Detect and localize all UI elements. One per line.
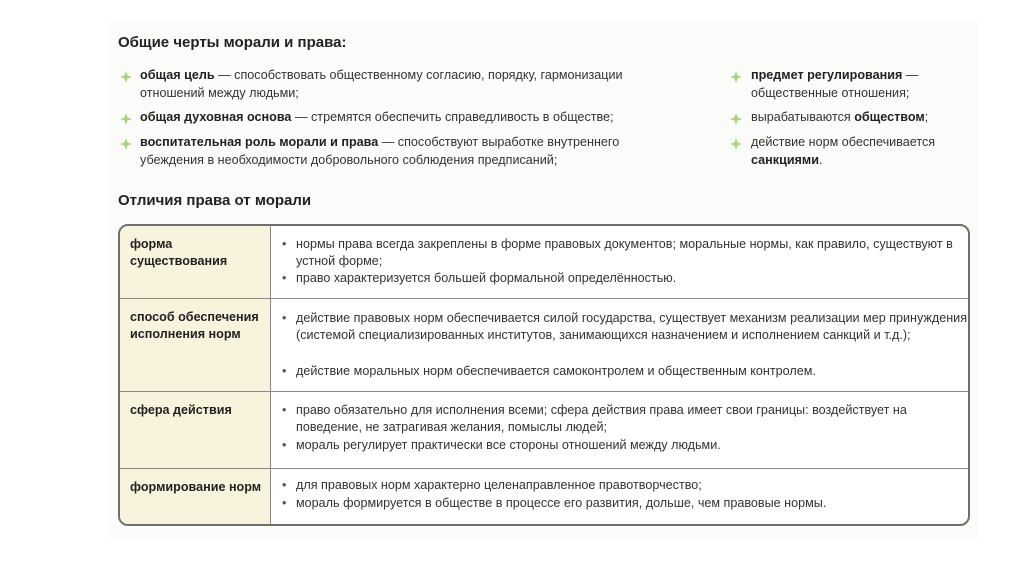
row-content-cell: [270, 469, 968, 524]
common-item-sanctions: действие норм обеспечивается санкциями.: [751, 135, 936, 167]
common-item-educational-role: воспитательная роль морали и права — способствуют выработке внутреннего убеждения в необходимости добровольного соблюдения предписаний;: [140, 135, 620, 167]
row-label-cell: [120, 469, 271, 524]
common-item-goal: общая цель — способствовать общественному согласию, порядку, гармонизации отношений между людьми;: [140, 68, 623, 100]
leaf-bullet-icon: [120, 71, 132, 83]
list-item: • право характеризуется большей формальной определённостью.: [282, 270, 970, 287]
list-item: • действие моральных норм обеспечивается самоконтролем и общественным контролем.: [282, 363, 970, 380]
row-label-cell: [120, 226, 271, 298]
leaf-bullet-icon: [120, 113, 132, 125]
common-item-subject: предмет регулирования — общественные отношения;: [751, 68, 919, 100]
row-content-cell: [270, 392, 968, 468]
row-label: формирование норм: [130, 480, 262, 494]
row-label-cell: [120, 392, 271, 468]
table-row: [120, 392, 968, 468]
leaf-bullet-icon: [730, 138, 742, 150]
row-label: сфера действия: [130, 403, 232, 417]
table-row: [120, 226, 968, 298]
row-label-cell: [120, 299, 271, 391]
leaf-bullet-icon: [730, 113, 742, 125]
common-item-spiritual-basis: общая духовная основа — стремятся обеспечить справедливость в обществе;: [140, 110, 614, 124]
row-label: способ обеспечения исполнения норм: [130, 310, 259, 341]
row-content-cell: [270, 299, 968, 391]
common-features-title: Общие черты морали и права:: [118, 34, 347, 51]
leaf-bullet-icon: [730, 71, 742, 83]
list-item: • право обязательно для исполнения всеми; сфера действия права имеет свои границы: воздействует на поведение, не затрагивая желания, помыслы людей;: [282, 402, 970, 436]
list-item: • для правовых норм характерно целенаправленное правотворчество;: [282, 477, 970, 494]
row-label: форма существования: [130, 237, 228, 268]
differences-title: Отличия права от морали: [118, 192, 312, 209]
list-item: • нормы права всегда закреплены в форме правовых документов; моральные нормы, как правило, существуют в устной форме;: [282, 236, 970, 270]
list-item: • мораль формируется в обществе в процессе его развития, дольше, чем правовые нормы.: [282, 495, 970, 512]
leaf-bullet-icon: [120, 138, 132, 150]
table-row: [120, 299, 968, 391]
row-content-cell: [270, 226, 968, 298]
list-item: • мораль регулирует практически все стороны отношений между людьми.: [282, 437, 970, 454]
table-row: [120, 469, 968, 524]
list-item: • действие правовых норм обеспечивается силой государства, существует механизм реализации мер принуждения (системой специализированных институтов, занимающихся назначением и исполнением санкций и т.д.);: [282, 310, 970, 344]
differences-table: [118, 224, 970, 526]
common-item-developed-by-society: вырабатываются обществом;: [751, 110, 929, 124]
